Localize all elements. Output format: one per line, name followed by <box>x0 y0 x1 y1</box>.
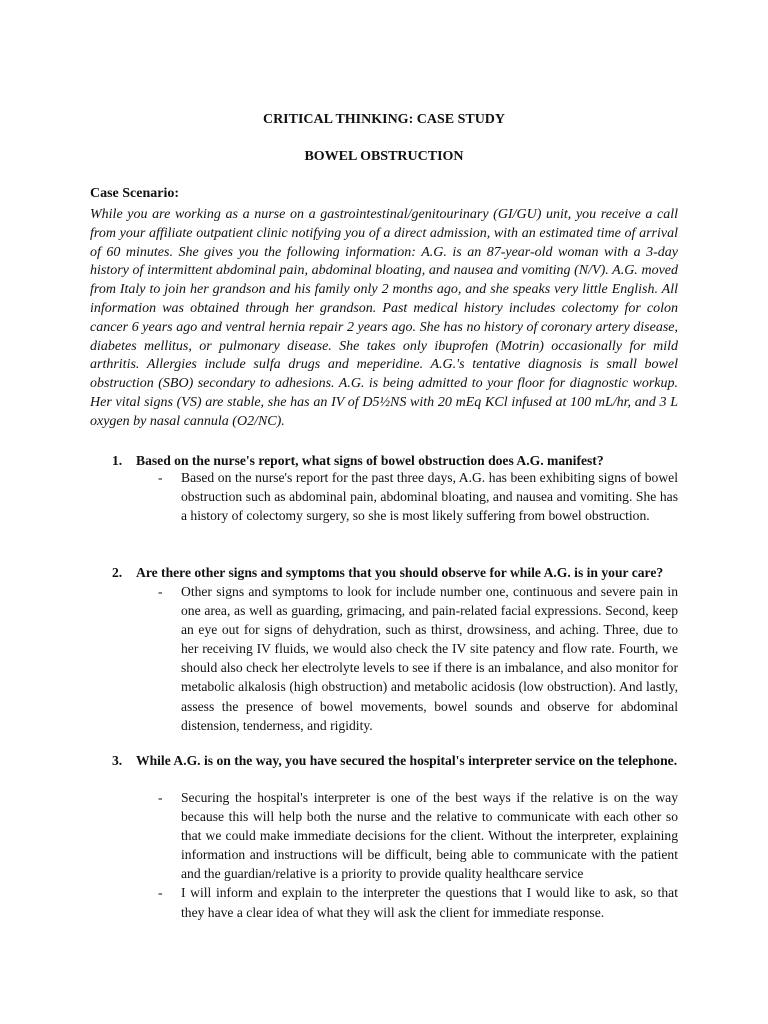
answer-text: Securing the hospital's interpreter is one of the best ways if the relative is on the way because this will help both the nurse and the relative to communicate with each other so that we could make immediate decisions for the client. Without the interpreter, explaining information and instructions will be difficult, being able to communicate with the patient and the guardian/relative is a priority to provide quality healthcare service <box>181 790 678 882</box>
answer-item <box>90 788 678 883</box>
answer-item <box>90 468 678 525</box>
case-scenario-text: While you are working as a nurse on a gastrointestinal/genitourinary (GI/GU) unit, you receive a call from your affiliate outpatient clinic notifying you of a direct admission, with an estimated time of arrival of 60 minutes. She gives you the following information: A.G. is an 87-year-old woman with a 3-day history of intermittent abdominal pain, abdominal bloating, and nausea and vomiting (N/V). A.G. moved from Italy to join her grandson and his family only 2 months ago, and she speaks very little English. All information was obtained through her grandson. Past medical history includes colectomy for colon cancer 6 years ago and ventral hernia repair 2 years ago. She has no history of coronary artery disease, diabetes mellitus, or pulmonary disease. She takes only ibuprofen (Motrin) occasionally for mild arthritis. Allergies include sulfa drugs and meperidine. A.G.'s tentative diagnosis is small bowel obstruction (SBO) secondary to adhesions. A.G. is being admitted to your floor for diagnostic workup. Her vital signs (VS) are stable, she has an IV of D5½NS with 20 mEq KCl infused at 100 mL/hr, and 3 L oxygen by nasal cannula (O2/NC). <box>90 207 678 429</box>
bullet-dash: - <box>158 790 163 805</box>
question-number: 1. <box>112 453 123 468</box>
question-text: Are there other signs and symptoms that you should observe for while A.G. is in your care? <box>136 565 664 580</box>
question-2 <box>90 563 678 582</box>
answer-item <box>90 582 678 735</box>
answer-item <box>90 883 678 921</box>
answer-list-3 <box>90 788 678 922</box>
question-text: While A.G. is on the way, you have secured the hospital's interpreter service on the telephone. <box>136 753 678 768</box>
answer-text: I will inform and explain to the interpreter the questions that I would like to ask, so that they have a clear idea of what they will ask the client for immediate response. <box>181 885 678 920</box>
answer-list-1 <box>90 468 678 525</box>
bullet-dash: - <box>158 470 163 485</box>
document-subtitle: BOWEL OBSTRUCTION <box>304 149 464 164</box>
document-title: CRITICAL THINKING: CASE STUDY <box>262 112 506 127</box>
question-3 <box>90 751 678 770</box>
question-number: 3. <box>112 753 123 768</box>
answer-text: Based on the nurse's report for the past three days, A.G. has been exhibiting signs of bowel obstruction such as abdominal pain, abdominal bloating, and nausea and vomiting. She has a history of colectomy surgery, so she is most likely suffering from bowel obstruction. <box>181 470 678 524</box>
question-number: 2. <box>112 565 123 580</box>
bullet-dash: - <box>158 885 163 901</box>
question-text: Based on the nurse's report, what signs of bowel obstruction does A.G. manifest? <box>136 453 604 468</box>
bullet-dash: - <box>158 584 163 599</box>
answer-list-2 <box>90 582 678 735</box>
answer-text: Other signs and symptoms to look for include number one, continuous and severe pain in one area, as well as guarding, grimacing, and pain-related facial expressions. Second, keep an eye out for signs of dehydration, such as thirst, drowsiness, and aching. Three, due to her receiving IV fluids, we would also check the IV site patency and flow rate. Fourth, we should also check her electrolyte levels to see if there is an imbalance, and also monitor for metabolic alkalosis (high obstruction) and metabolic acidosis (low obstruction). And lastly, assess the presence of bowel movements, bowel sounds and observe for abdominal distension, tenderness, and rigidity. <box>181 584 678 733</box>
case-scenario-heading: Case Scenario: <box>90 186 180 201</box>
